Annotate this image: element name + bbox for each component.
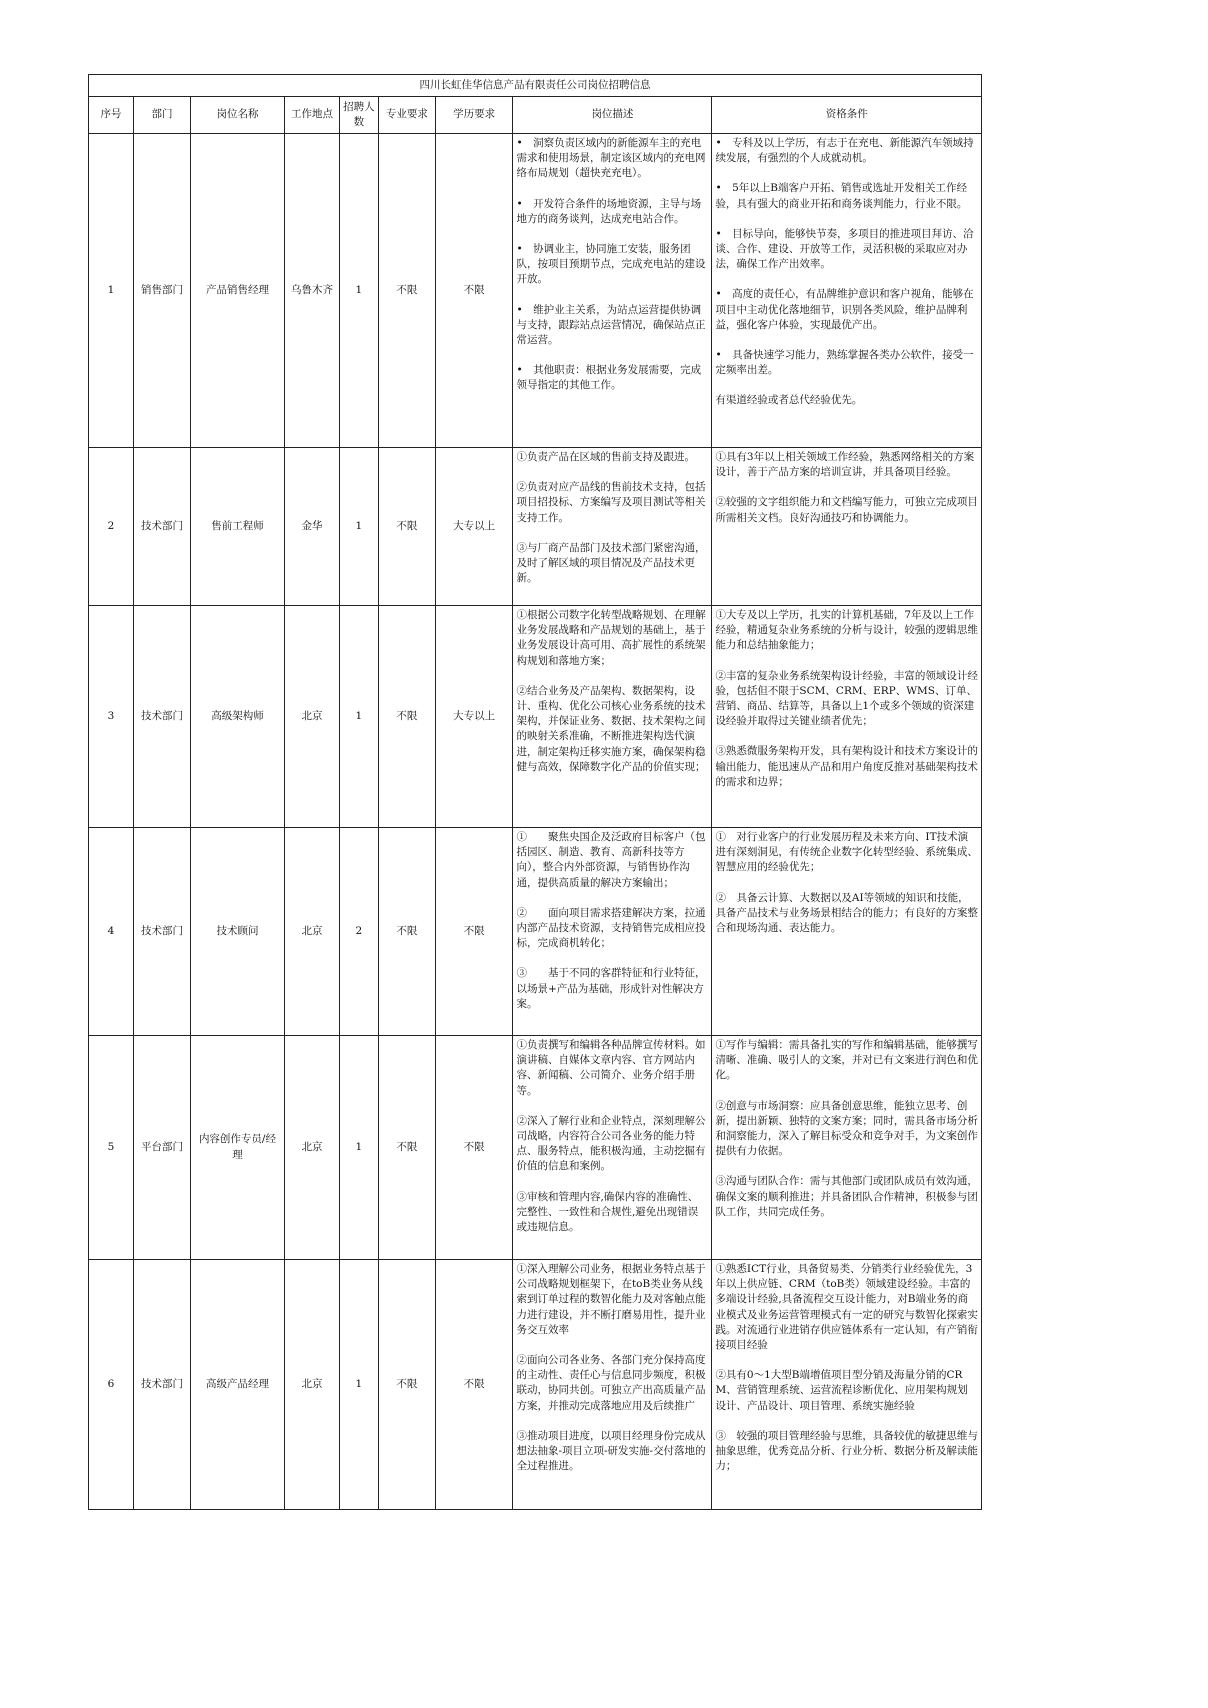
cell-position: 售前工程师 [191,448,285,606]
qualification-paragraph: • 专科及以上学历，有志于在充电、新能源汽车领域持续发展，有强烈的个人成就动机。 [715,137,974,165]
description-paragraph: ②负责对应产品线的售前技术支持，包括项目招投标、方案编写及项目测试等相关支持工作。 [516,481,706,524]
cell-location: 金华 [284,448,339,606]
description-paragraph: ③ 基于不同的客群特征和行业特征，以场景+产品为基础，形成针对性解决方案。 [516,967,706,1010]
header-no: 序号 [89,97,134,134]
description-paragraph: ③与厂商产品部门及技术部门紧密沟通，及时了解区域的项目情况及产品技术更新。 [516,541,706,585]
qualification-paragraph: • 具备快速学习能力，熟练掌握各类办公软件，接受一定频率出差。 [715,349,974,377]
description-paragraph: ③推动项目进度，以项目经理身份完成从想法抽象-项目立项-研发实施-交付落地的全过程推进。 [516,1429,706,1473]
cell-description [513,1260,712,1510]
cell-dept: 技术部门 [133,828,190,1036]
description-paragraph: • 其他职责：根据业务发展需要，完成领导指定的其他工作。 [516,364,702,392]
description-paragraph: ②深入了解行业和企业特点，深刻理解公司战略，内容符合公司各业务的能力特点、服务特点，能积极沟通，主动挖掘有价值的信息和案例。 [516,1114,706,1173]
qualification-paragraph: • 5年以上B端客户开拓、销售或选址开发相关工作经验，具有强大的商业开拓和商务谈判能力，行业不限。 [715,182,968,210]
cell-qualification [712,606,982,828]
qualification-paragraph: ②创意与市场洞察：应具备创意思维，能独立思考、创新，提出新颖、独特的文案方案；同时，需具备市场分析和洞察能力，深入了解目标受众和竞争对手，为文案创作提供有力依据。 [715,1099,978,1158]
qualification-paragraph: ③ 较强的项目管理经验与思维，具备较优的敏捷思维与抽象思维，优秀竞品分析、行业分析、数据分析及解读能力； [715,1429,978,1473]
cell-no: 5 [89,1036,134,1260]
cell-count: 1 [340,606,379,828]
cell-location: 乌鲁木齐 [284,134,339,448]
qualification-paragraph: ② 具备云计算、大数据以及AI等领域的知识和技能，具备产品技术与业务场景相结合的能力；有良好的方案整合和现场沟通、表达能力。 [715,891,978,935]
cell-location: 北京 [284,1260,339,1510]
table-row [89,448,982,606]
cell-position: 高级产品经理 [191,1260,285,1510]
cell-education: 不限 [435,134,513,448]
cell-qualification [712,448,982,606]
description-paragraph: ② 面向项目需求搭建解决方案，拉通内部产品技术资源，支持销售完成相应投标，完成商机转化； [516,906,706,950]
table-row [89,1260,982,1510]
header-dept: 部门 [133,97,190,134]
cell-description [513,606,712,828]
cell-no: 4 [89,828,134,1036]
description-paragraph: • 协调业主，协同施工安装，服务团队，按项目预期节点，完成充电站的建设开放。 [516,243,706,286]
table-row [89,1036,982,1260]
qualification-paragraph: 有渠道经验或者总代经验优先。 [715,394,863,407]
cell-count: 1 [340,134,379,448]
cell-qualification [712,1260,982,1510]
recruitment-table [88,74,982,1510]
header-major: 专业要求 [378,97,435,134]
header-position: 岗位名称 [191,97,285,134]
qualification-paragraph: ②具有0～1大型B端增值项目型分销及海量分销的CRM、营销管理系统、运营流程诊断优化、应用架构规划设计、产品设计、项目管理、系统实施经验 [715,1369,968,1412]
qualification-paragraph: ②较强的文字组织能力和文档编写能力，可独立完成项目所需相关文档。良好沟通技巧和协调能力。 [715,496,978,524]
table-body [89,134,982,1510]
header-location: 工作地点 [284,97,339,134]
table-row [89,828,982,1036]
description-paragraph: ① 聚焦央国企及泛政府目标客户（包括园区、制造、教育、高新科技等方向），整合内外部资源，与销售协作沟通，提供高质量的解决方案输出； [516,831,706,889]
table-title: 四川长虹佳华信息产品有限责任公司岗位招聘信息 [89,75,982,97]
cell-education: 大专以上 [435,448,513,606]
cell-position: 高级架构师 [191,606,285,828]
cell-no: 3 [89,606,134,828]
qualification-paragraph: ① 对行业客户的行业发展历程及未来方向、IT技术演进有深刻洞见，有传统企业数字化转型经验、系统集成、智慧应用的经验优先； [715,831,978,874]
description-paragraph: ①根据公司数字化转型战略规划、在理解业务发展战略和产品规划的基础上，基于业务发展设计高可用、高扩展性的系统架构规划和落地方案； [516,609,706,667]
qualification-paragraph: • 目标导向，能够快节奏，多项目的推进项目拜访、洽谈、合作、建设、开放等工作，灵活积极的采取应对办法，确保工作产出效率。 [715,227,974,271]
table-row [89,606,982,828]
header-count: 招聘人数 [340,97,379,134]
qualification-paragraph: ②丰富的复杂业务系统架构设计经验，丰富的领域设计经验，包括但不限于SCM、CRM、ERP、WMS、订单、营销、商品、结算等，具备以上1个或多个领域的资深建设经验并取得过关键业绩者优先； [715,669,978,728]
cell-education: 大专以上 [435,606,513,828]
cell-dept: 技术部门 [133,606,190,828]
table-row [89,134,982,448]
header-description: 岗位描述 [513,97,712,134]
cell-dept: 技术部门 [133,448,190,606]
cell-description [513,448,712,606]
qualification-paragraph: ①大专及以上学历，扎实的计算机基础，7年及以上工作经验，精通复杂业务系统的分析与设计，较强的逻辑思维能力和总结抽象能力； [715,609,978,652]
cell-count: 1 [340,1260,379,1510]
cell-description [513,828,712,1036]
description-paragraph: ①深入理解公司业务，根据业务特点基于公司战略规划框架下，在toB类业务从线索到订单过程的数智化能力及对客触点能力进行建设，并不断打磨易用性，提升业务交互效率 [516,1263,706,1336]
qualification-paragraph: ①具有3年以上相关领域工作经验，熟悉网络相关的方案设计，善于产品方案的培训宣讲，并具备项目经验。 [715,451,975,479]
qualification-paragraph: ③沟通与团队合作：需与其他部门或团队成员有效沟通，确保文案的顺利推进；并具备团队合作精神，积极参与团队工作，共同完成任务。 [715,1175,978,1218]
qualification-paragraph: • 高度的责任心，有品牌维护意识和客户视角，能够在项目中主动优化落地细节，识别各类风险，维护品牌利益，强化客户体验，实现最优产出。 [715,288,974,331]
cell-no: 1 [89,134,134,448]
cell-qualification [712,134,982,448]
qualification-paragraph: ①熟悉ICT行业，具备贸易类、分销类行业经验优先，3年以上供应链、CRM（toB类）领域建设经验。丰富的多端设计经验,具备流程交互设计能力，对B端业务的商业模式及业务运营管理模式有一定的研究与数智化探索实践。对流通行业进销存供应链体系有一定认知，有产销衔接项目经验 [715,1263,978,1352]
cell-dept: 技术部门 [133,1260,190,1510]
cell-position: 产品销售经理 [191,134,285,448]
cell-no: 2 [89,448,134,606]
cell-count: 1 [340,448,379,606]
cell-position: 技术顾问 [191,828,285,1036]
cell-count: 1 [340,1036,379,1260]
cell-dept: 平台部门 [133,1036,190,1260]
qualification-paragraph: ③熟悉微服务架构开发，具有架构设计和技术方案设计的输出能力，能迅速从产品和用户角度反推对基础架构技术的需求和边界； [715,745,978,788]
cell-major: 不限 [378,448,435,606]
cell-qualification [712,828,982,1036]
cell-major: 不限 [378,1260,435,1510]
header-education: 学历要求 [435,97,513,134]
cell-education: 不限 [435,1260,513,1510]
cell-location: 北京 [284,606,339,828]
description-paragraph: ①负责撰写和编辑各种品牌宣传材料。如演讲稿、自媒体文章内容、官方网站内容、新闻稿、公司简介、业务介绍手册等。 [516,1039,706,1097]
cell-location: 北京 [284,828,339,1036]
description-paragraph: ①负责产品在区域的售前支持及跟进。 [516,451,695,463]
cell-major: 不限 [378,606,435,828]
cell-description [513,1036,712,1260]
description-paragraph: ③审核和管理内容,确保内容的准确性、完整性、一致性和合规性,避免出现错误或违规信息。 [516,1190,699,1234]
cell-education: 不限 [435,1036,513,1260]
description-paragraph: • 开发符合条件的场地资源，主导与场地方的商务谈判，达成充电站合作。 [516,197,702,225]
cell-count: 2 [340,828,379,1036]
description-paragraph: • 维护业主关系，为站点运营提供协调与支持，跟踪站点运营情况，确保站点正常运营。 [516,303,706,347]
cell-position: 内容创作专员/经理 [191,1036,285,1260]
cell-education: 不限 [435,828,513,1036]
description-paragraph: ②面向公司各业务、各部门充分保持高度的主动性、责任心与信息同步频度，积极联动，协同共创。可独立产出高质量产品方案，并推动完成落地应用及后续推广 [516,1354,706,1412]
header-qualification: 资格条件 [712,97,982,134]
cell-major: 不限 [378,1036,435,1260]
cell-dept: 销售部门 [133,134,190,448]
cell-major: 不限 [378,828,435,1036]
cell-qualification [712,1036,982,1260]
description-paragraph: • 洞察负责区域内的新能源车主的充电需求和使用场景，制定该区域内的充电网络布局规划（超快充充电）。 [516,137,706,180]
qualification-paragraph: ①写作与编辑：需具备扎实的写作和编辑基础，能够撰写清晰、准确、吸引人的文案，并对已有文案进行润色和优化。 [715,1039,978,1082]
cell-description [513,134,712,448]
cell-no: 6 [89,1260,134,1510]
description-paragraph: ②结合业务及产品架构、数据架构，设计、重构、优化公司核心业务系统的技术架构，并保证业务、数据、技术架构之间的映射关系准确，不断推进架构迭代演进，制定架构迁移实施方案，确保架构稳健与高效，保障数字化产品的价值实现； [516,684,706,773]
cell-major: 不限 [378,134,435,448]
cell-location: 北京 [284,1036,339,1260]
